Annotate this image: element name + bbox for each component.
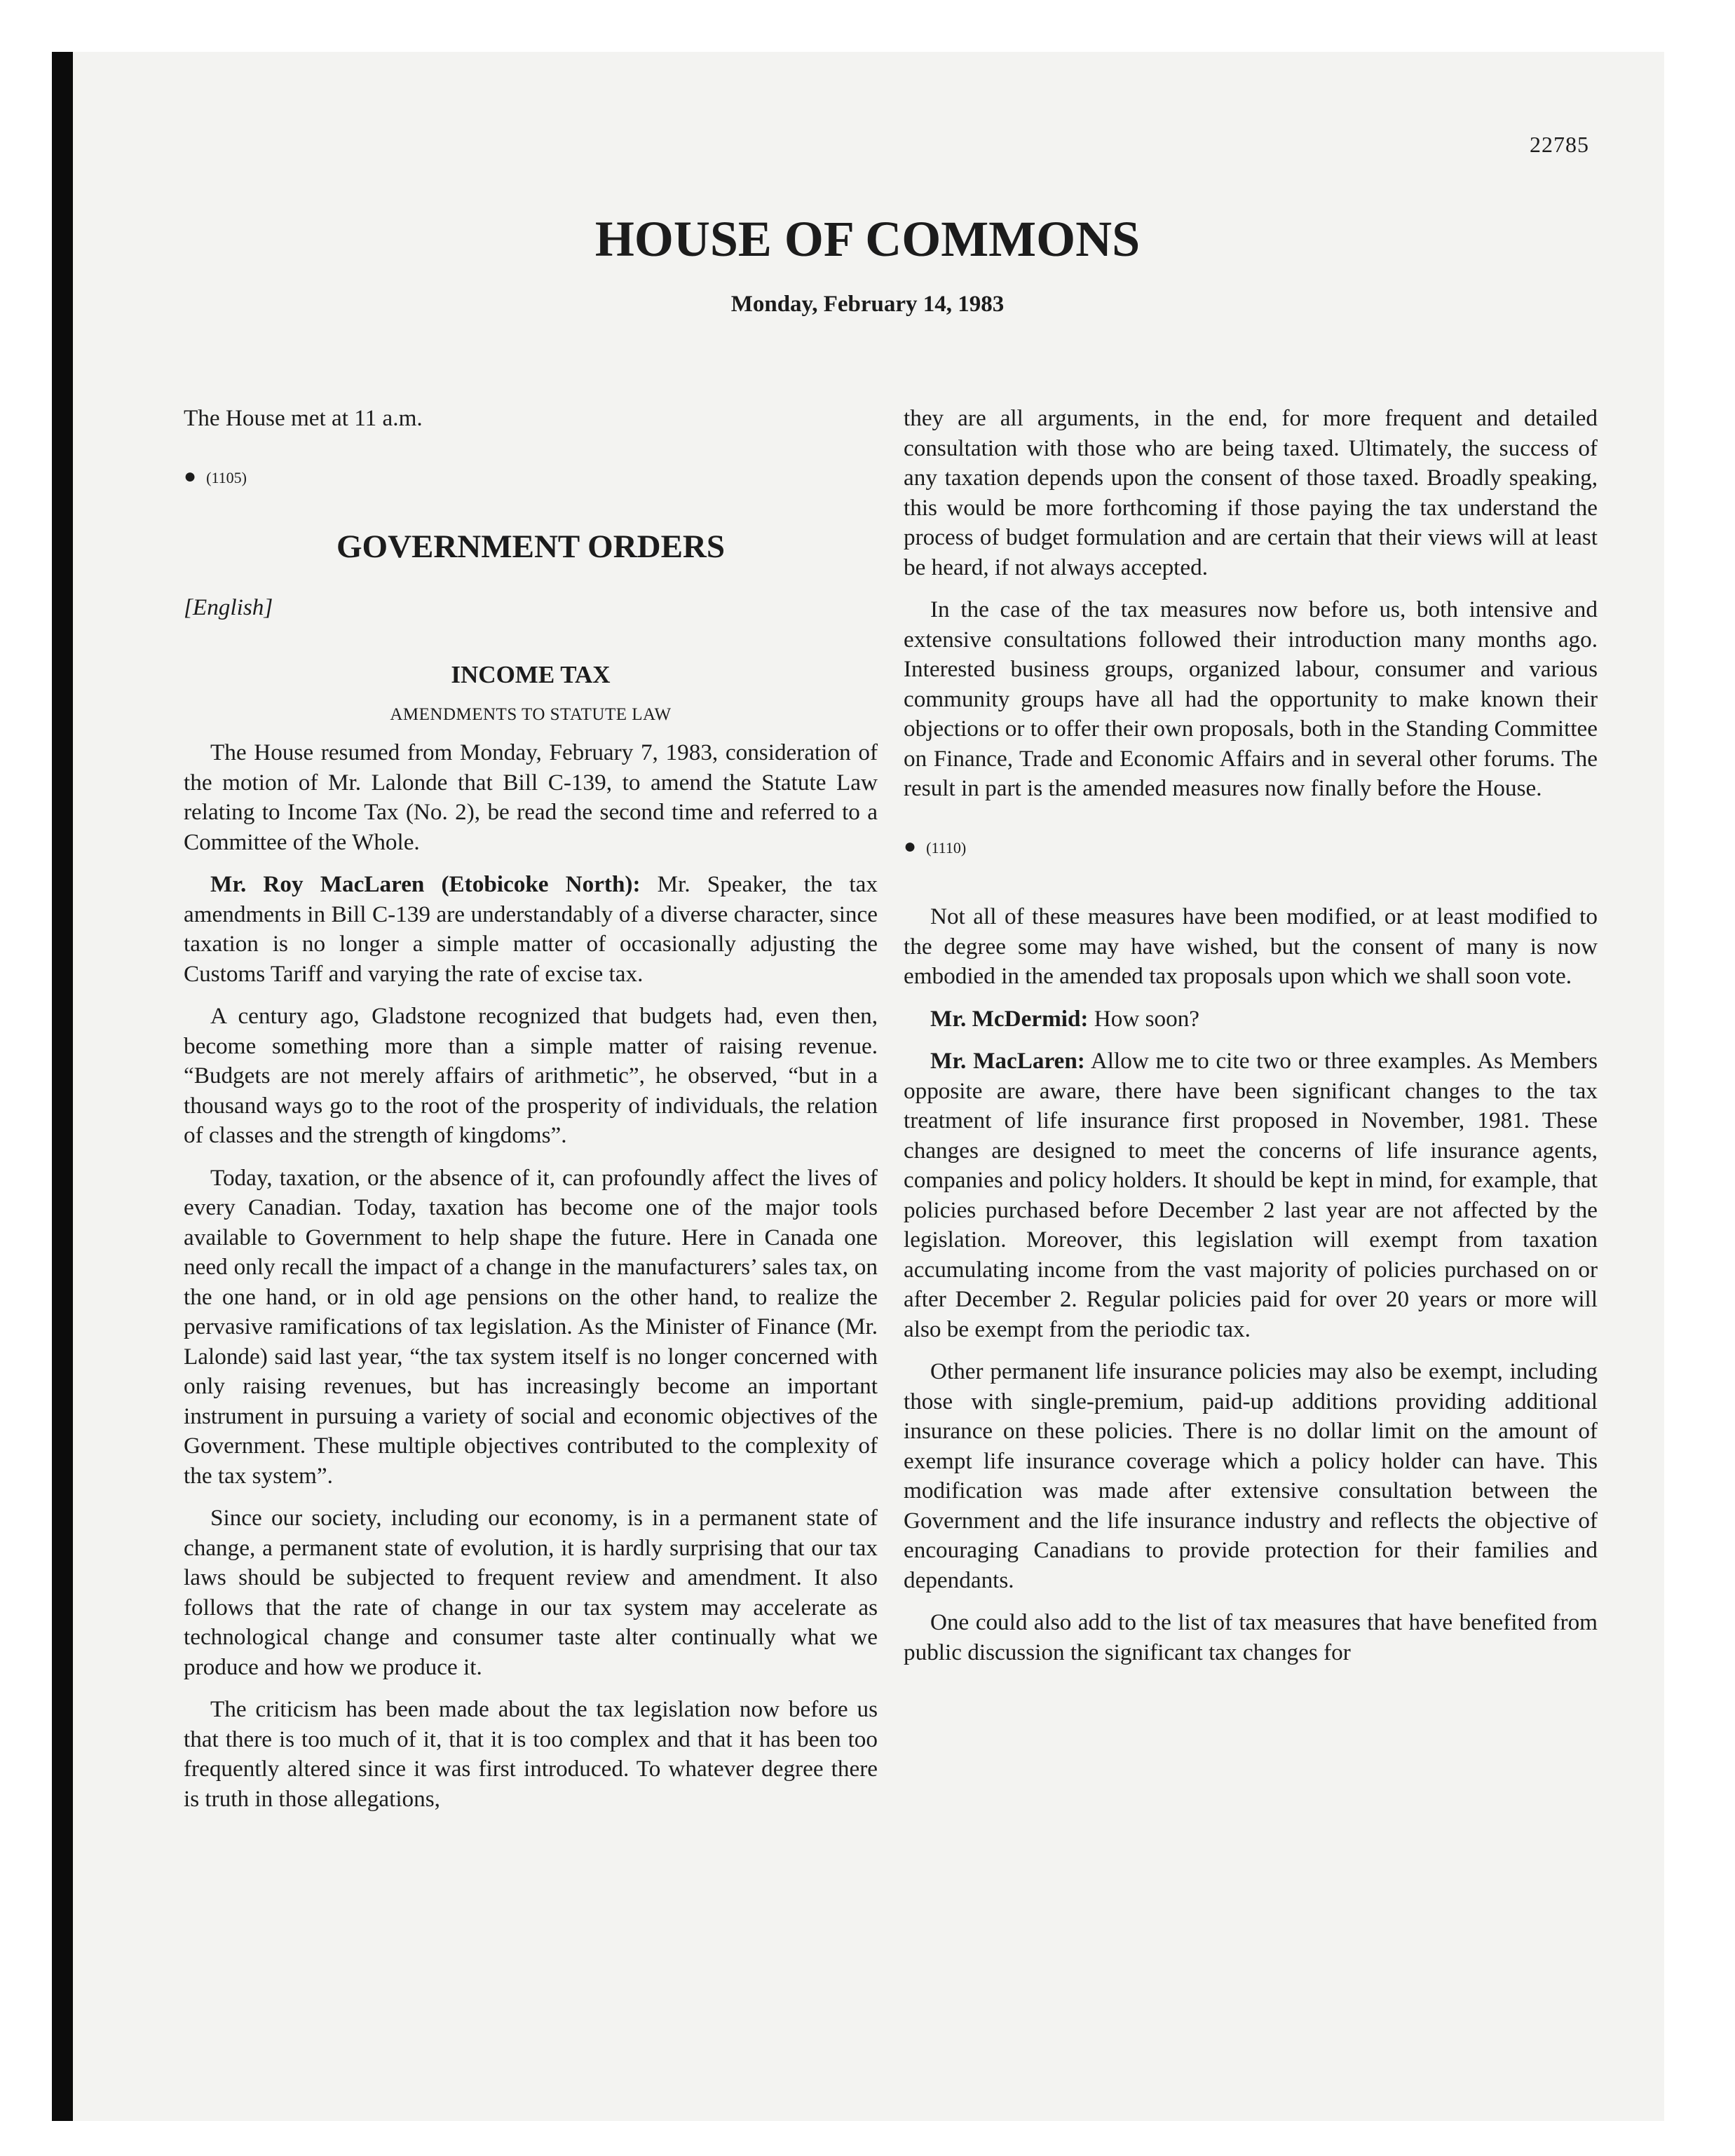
speech-text: How soon?	[1088, 1005, 1200, 1032]
paragraph: A century ago, Gladstone recognized that budgets had, even then, become something more than a simple matter of raising revenue. “Budgets are not merely affairs of arithmetic”, he observed, “but in a thousand ways go to the root of the prosperity of individuals, the relation of classes and the strength of kingdoms”.	[184, 1003, 878, 1148]
timestamp-text: (1110)	[926, 838, 967, 857]
speech-text: Allow me to cite two or three examples. As Members opposite are aware, there have been significant changes to the tax treatment of life insurance first proposed in November, 1981. These changes are designed to meet the concerns of life insurance agents, companies and policy holders. It should be kept in mind, for example, that policies purchased before December 2 last year are not affected by the legislation. Moreover, this legislation will exempt from taxation accumulating income from the vast majority of policies purchased on or after December 2. Regular policies paid for over 20 years or more will also be exempt from the periodic tax.	[904, 1048, 1598, 1342]
left-column	[184, 404, 878, 1827]
timestamp-text: (1105)	[206, 468, 247, 486]
subtopic-heading: AMENDMENTS TO STATUTE LAW	[390, 704, 672, 724]
paragraph	[904, 1046, 1598, 1344]
paragraph: The criticism has been made about the tax legislation now before us that there is too much of it, that it is too complex and that it has been too frequently altered since it was first introduced. To whatever degree there is truth in those allegations,	[184, 1696, 878, 1812]
page-title: HOUSE OF COMMONS	[594, 211, 1141, 267]
paragraph: In the case of the tax measures now before us, both intensive and extensive consultations followed their introduction many months ago. Interested business groups, organized labour, consumer and various community groups have all had the opportunity to make known their objections or to offer their own proposals, both in the Standing Committee on Finance, Trade and Economic Affairs and in several other forums. The result in part is the amended measures now finally before the House.	[904, 596, 1598, 801]
sitting-date: Monday, February 14, 1983	[730, 292, 1005, 317]
language-tag: [English]	[184, 594, 273, 620]
speaker-name: Mr. Roy MacLaren (Etobicoke North):	[210, 871, 641, 897]
opening-line: The House met at 11 a.m.	[184, 405, 423, 431]
paragraph: Not all of these measures have been modified, or at least modified to the degree some may have wished, but the consent of many is now embodied in the amended tax proposals upon which we shall soon vote.	[904, 903, 1598, 989]
right-column	[904, 404, 1598, 1680]
paragraph	[184, 870, 878, 989]
bullet-icon: ●	[184, 464, 197, 488]
paragraph: Today, taxation, or the absence of it, can profoundly affect the lives of every Canadian. Today, taxation has become one of the major tools available to Government to help shape the future. Here in Canada one need only recall the impact of a change in the manufacturers’ sales tax, on the one hand, or in old age pensions on the other hand, to realize the pervasive ramifications of tax legislation. As the Minister of Finance (Mr. Lalonde) said last year, “the tax system itself is no longer concerned with only raising revenues, but has increasingly become an important instrument in pursuing a variety of social and economic objectives of the Government. These multiple objectives contributed to the complexity of the tax system”.	[184, 1164, 878, 1489]
paragraph	[904, 1004, 1598, 1035]
paragraph: The House resumed from Monday, February 7, 1983, consideration of the motion of Mr. Lalonde that Bill C-139, to amend the Statute Law relating to Income Tax (No. 2), be read the second time and referred to a Committee of the Whole.	[184, 739, 878, 855]
binding-edge	[52, 52, 73, 2121]
timestamp-marker	[184, 462, 878, 493]
paragraph: they are all arguments, in the end, for more frequent and detailed consultation with those who are being taxed. Ultimately, the success of any taxation depends upon the consent of those taxed. Broadly speaking, this would be more forthcoming if those paying the tax understand the process of budget formulation and are certain that their views will at least be heard, if not always accepted.	[904, 405, 1598, 580]
speaker-name: Mr. McDermid:	[930, 1005, 1089, 1032]
section-heading: GOVERNMENT ORDERS	[336, 528, 726, 565]
speech-text: Mr. Speaker, the tax amendments in Bill C-139 are understandably of a diverse character, since taxation is no longer a simple matter of occasionally adjusting the Customs Tariff and varying the rate of excise tax.	[184, 871, 878, 987]
paragraph: Since our society, including our economy, is in a permanent state of change, a permanent state of evolution, it is hardly surprising that our tax laws should be subjected to frequent review and amendment. It also follows that the rate of change in our tax system may accelerate as technological change and consumer taste alter continually what we produce and how we produce it.	[184, 1505, 878, 1680]
speaker-name: Mr. MacLaren:	[930, 1048, 1085, 1074]
bullet-icon: ●	[904, 834, 917, 858]
paragraph: Other permanent life insurance policies may also be exempt, including those with single-premium, paid-up additions providing additional insurance on these policies. There is no dollar limit on the amount of exempt life insurance coverage which a policy holder can have. This modification was made after extensive consultation between the Government and the life insurance industry and reflects the objective of encouraging Canadians to provide protection for their families and dependants.	[904, 1358, 1598, 1593]
paragraph: One could also add to the list of tax measures that have benefited from public discussion the significant tax changes for	[904, 1609, 1598, 1665]
page-number: 22785	[1530, 132, 1589, 157]
timestamp-marker	[904, 832, 1598, 864]
topic-heading: INCOME TAX	[451, 661, 611, 688]
